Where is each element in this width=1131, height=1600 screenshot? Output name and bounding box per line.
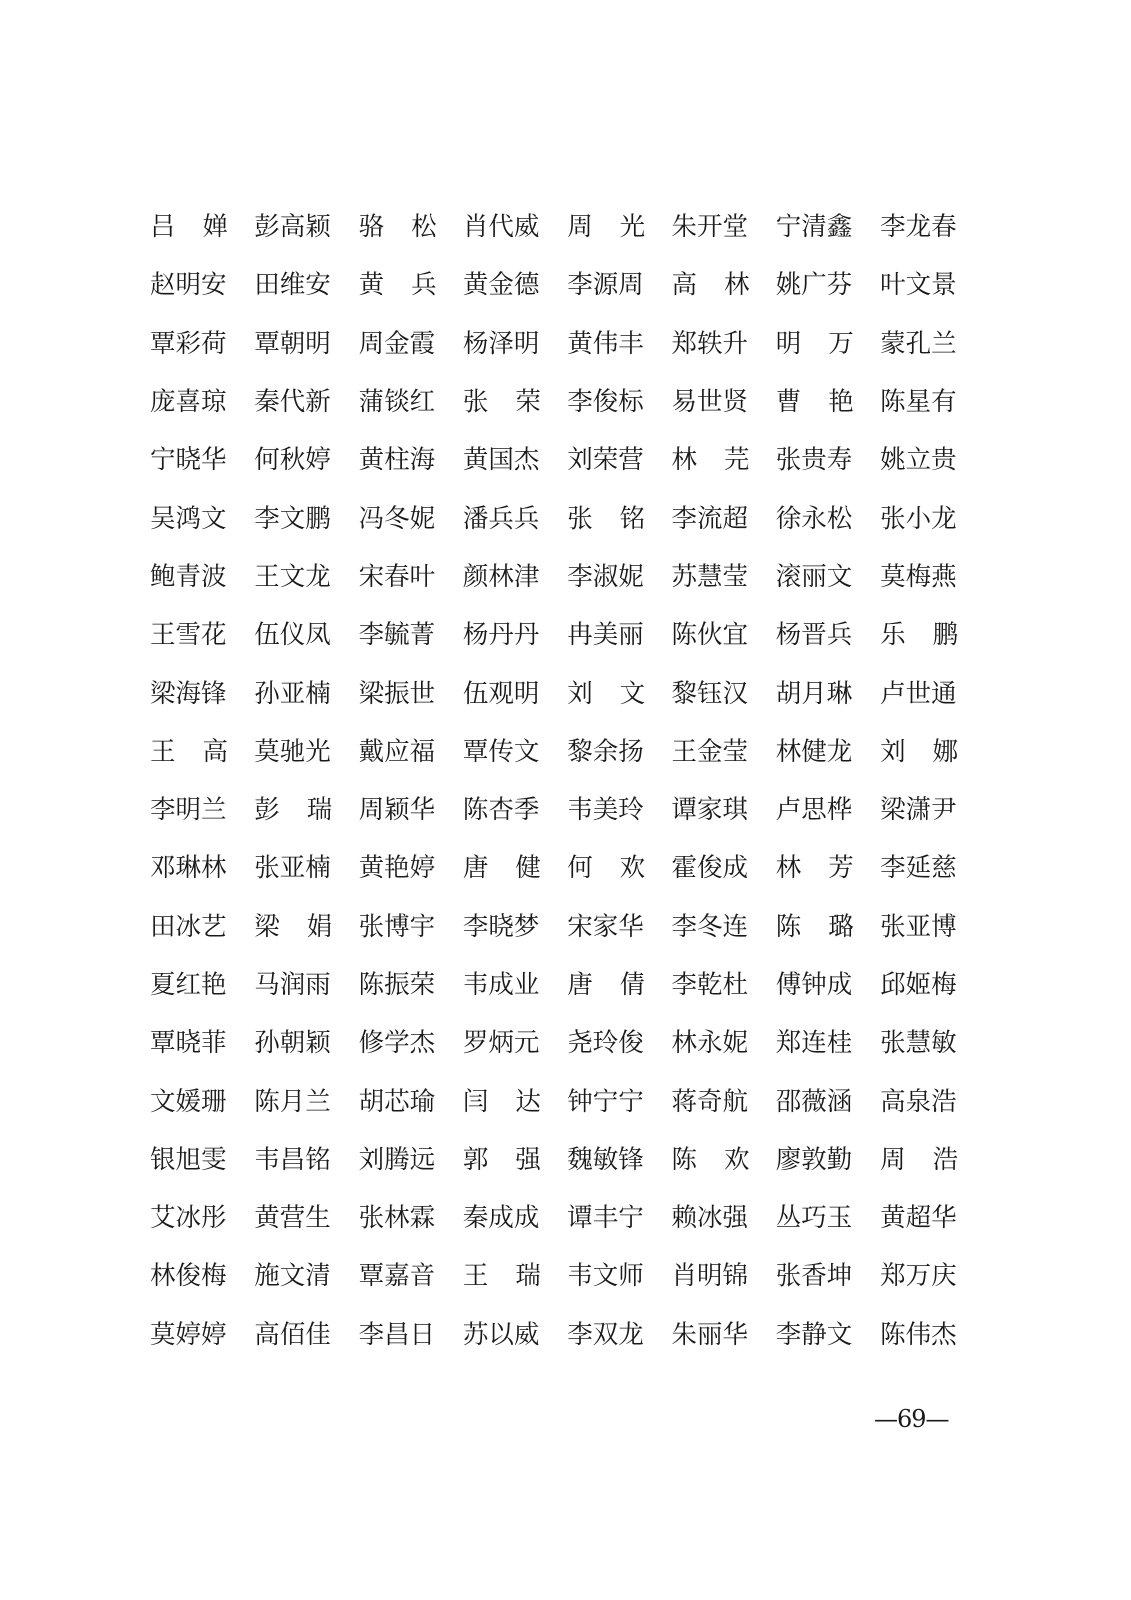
name-entry: 李龙春	[880, 212, 957, 243]
name-entry: 张慧敏	[880, 1028, 957, 1059]
name-entry: 蒋奇航	[671, 1086, 748, 1117]
name-entry: 明 万	[775, 328, 854, 359]
name-entry: 庞喜琼	[150, 387, 227, 418]
name-entry: 邱姬梅	[880, 970, 957, 1000]
name-entry: 黎钰汉	[671, 678, 748, 709]
name-entry: 修学杰	[358, 1028, 436, 1059]
name-row	[150, 1014, 960, 1072]
name-entry: 徐永松	[775, 503, 853, 534]
name-entry: 梁海锋	[150, 678, 227, 709]
name-entry: 张小龙	[880, 503, 957, 534]
name-entry: 肖代威	[462, 212, 540, 243]
name-entry: 李毓菁	[358, 620, 436, 651]
name-entry: 吴鸿文	[150, 503, 227, 534]
name-entry: 莫梅燕	[880, 561, 957, 592]
name-entry: 韦成业	[462, 970, 540, 1000]
name-entry: 张亚楠	[254, 853, 331, 884]
name-entry: 颜林津	[462, 561, 540, 592]
name-entry: 谭家琪	[671, 795, 748, 826]
name-entry: 郑连桂	[775, 1028, 853, 1059]
name-entry: 戴应福	[358, 736, 436, 767]
name-entry: 黄国杰	[462, 445, 540, 476]
name-entry: 张 荣	[462, 387, 541, 418]
name-row	[150, 956, 960, 1014]
name-row	[150, 431, 960, 489]
name-row	[150, 723, 960, 781]
name-entry: 张香坤	[775, 1261, 853, 1292]
name-entry: 郭 强	[462, 1144, 541, 1175]
name-entry: 陈月兰	[254, 1086, 331, 1117]
name-entry: 郑轶升	[671, 328, 748, 359]
name-entry: 苏慧莹	[671, 561, 748, 592]
name-entry: 王文龙	[254, 561, 331, 592]
name-entry: 潘兵兵	[462, 503, 540, 534]
name-entry: 唐 倩	[567, 970, 646, 1000]
name-row	[150, 664, 960, 722]
name-entry: 叶文景	[880, 270, 957, 301]
name-entry: 施文清	[254, 1261, 331, 1292]
name-row	[150, 548, 960, 606]
name-entry: 张贵寿	[775, 445, 853, 476]
name-entry: 李双龙	[567, 1319, 644, 1350]
name-entry: 秦代新	[254, 387, 331, 418]
name-entry: 马润雨	[254, 970, 331, 1000]
name-entry: 梁 娟	[254, 911, 333, 942]
name-entry: 林 芳	[775, 853, 854, 884]
name-entry: 冉美丽	[567, 620, 644, 651]
name-entry: 伍仪凤	[254, 620, 331, 651]
name-entry: 李冬连	[671, 911, 748, 942]
name-entry: 张亚博	[880, 911, 957, 942]
name-entry: 黄营生	[254, 1203, 331, 1234]
name-entry: 高佰佳	[254, 1319, 331, 1350]
name-entry: 陈 欢	[671, 1144, 750, 1175]
name-entry: 秦成成	[462, 1203, 540, 1234]
name-row	[150, 1306, 960, 1364]
name-entry: 陈伙宜	[671, 620, 748, 651]
name-entry: 田冰艺	[150, 911, 227, 942]
name-entry: 李俊标	[567, 387, 644, 418]
name-entry: 傅钟成	[775, 970, 853, 1000]
name-entry: 王 瑞	[462, 1261, 541, 1292]
name-entry: 乐 鹏	[880, 620, 959, 651]
name-entry: 伍观明	[462, 678, 540, 709]
name-entry: 胡芯瑜	[358, 1086, 436, 1117]
name-entry: 周 光	[567, 212, 646, 243]
name-entry: 莫驰光	[254, 736, 331, 767]
name-row	[150, 1131, 960, 1189]
name-entry: 魏敏锋	[567, 1144, 644, 1175]
name-entry: 邓琳林	[150, 853, 227, 884]
name-entry: 郑万庆	[880, 1261, 957, 1292]
page-number: —69—	[874, 1405, 949, 1433]
name-entry: 孙朝颖	[254, 1028, 331, 1059]
name-row	[150, 256, 960, 314]
name-entry: 张博宇	[358, 911, 436, 942]
name-entry: 王 高	[150, 736, 228, 767]
name-entry: 黄柱海	[358, 445, 436, 476]
name-entry: 周颖华	[358, 795, 436, 826]
name-entry: 鲍青波	[150, 561, 227, 592]
name-entry: 覃彩荷	[150, 328, 227, 359]
name-entry: 杨泽明	[462, 328, 540, 359]
name-entry: 黎余扬	[567, 736, 644, 767]
name-entry: 闫 达	[462, 1086, 541, 1117]
name-entry: 李明兰	[150, 795, 227, 826]
name-entry: 陈星有	[880, 387, 957, 418]
name-list	[150, 198, 960, 1364]
name-entry: 韦文师	[567, 1261, 644, 1292]
name-row	[150, 489, 960, 547]
name-row	[150, 1247, 960, 1305]
name-entry: 张 铭	[567, 503, 646, 534]
name-entry: 周金霞	[358, 328, 436, 359]
name-entry: 黄 兵	[358, 270, 437, 301]
name-entry: 王金莹	[671, 736, 748, 767]
name-entry: 覃晓菲	[150, 1028, 227, 1059]
name-row	[150, 839, 960, 897]
name-entry: 胡月琳	[775, 678, 853, 709]
name-entry: 刘 娜	[880, 736, 959, 767]
name-entry: 罗炳元	[462, 1028, 540, 1059]
name-entry: 覃朝明	[254, 328, 331, 359]
name-entry: 夏红艳	[150, 970, 227, 1000]
name-entry: 朱丽华	[671, 1319, 748, 1350]
name-entry: 林永妮	[671, 1028, 748, 1059]
name-row	[150, 898, 960, 956]
name-row	[150, 1189, 960, 1247]
name-entry: 文媛珊	[150, 1086, 227, 1117]
name-entry: 李昌日	[358, 1319, 436, 1350]
name-entry: 姚立贵	[880, 445, 957, 476]
name-entry: 李淑妮	[567, 561, 644, 592]
name-entry: 黄金德	[462, 270, 540, 301]
name-entry: 蒲锬红	[358, 387, 436, 418]
name-row	[150, 373, 960, 431]
name-entry: 苏以威	[462, 1319, 540, 1350]
name-entry: 李流超	[671, 503, 748, 534]
name-entry: 刘腾远	[358, 1144, 436, 1175]
name-entry: 卢思桦	[775, 795, 853, 826]
name-entry: 蒙孔兰	[880, 328, 957, 359]
name-row	[150, 606, 960, 664]
name-entry: 卢世通	[880, 678, 957, 709]
name-entry: 吕 婵	[150, 212, 228, 243]
name-entry: 刘 文	[567, 678, 646, 709]
name-entry: 宁清鑫	[775, 212, 853, 243]
name-entry: 廖敦勤	[775, 1144, 853, 1175]
name-entry: 黄伟丰	[567, 328, 644, 359]
name-entry: 林 芫	[671, 445, 750, 476]
name-entry: 黄艳婷	[358, 853, 436, 884]
name-entry: 王雪花	[150, 620, 227, 651]
name-entry: 尧玲俊	[567, 1028, 644, 1059]
name-entry: 孙亚楠	[254, 678, 331, 709]
name-entry: 谭丰宁	[567, 1203, 644, 1234]
name-entry: 林健龙	[775, 736, 853, 767]
name-entry: 宋家华	[567, 911, 644, 942]
name-entry: 杨丹丹	[462, 620, 540, 651]
name-entry: 韦美玲	[567, 795, 644, 826]
name-entry: 覃传文	[462, 736, 540, 767]
name-entry: 唐 健	[462, 853, 541, 884]
name-entry: 彭 瑞	[254, 795, 333, 826]
name-entry: 彭高颖	[254, 212, 331, 243]
name-entry: 陈杏季	[462, 795, 540, 826]
name-entry: 高泉浩	[880, 1086, 957, 1117]
name-entry: 李乾杜	[671, 970, 748, 1000]
name-entry: 钟宁宁	[567, 1086, 644, 1117]
name-entry: 何秋婷	[254, 445, 331, 476]
name-entry: 林俊梅	[150, 1261, 227, 1292]
name-entry: 田维安	[254, 270, 331, 301]
name-entry: 丛巧玉	[775, 1203, 853, 1234]
name-entry: 滚丽文	[775, 561, 853, 592]
name-entry: 黄超华	[880, 1203, 957, 1234]
name-entry: 何 欢	[567, 853, 646, 884]
name-row	[150, 1072, 960, 1130]
name-entry: 梁潇尹	[880, 795, 957, 826]
name-entry: 肖明锦	[671, 1261, 748, 1292]
name-row	[150, 315, 960, 373]
name-entry: 梁振世	[358, 678, 436, 709]
name-entry: 易世贤	[671, 387, 748, 418]
name-entry: 宋春叶	[358, 561, 436, 592]
name-entry: 邵薇涵	[775, 1086, 853, 1117]
name-entry: 李晓梦	[462, 911, 540, 942]
name-entry: 杨晋兵	[775, 620, 853, 651]
name-entry: 李延慈	[880, 853, 957, 884]
name-entry: 高 林	[671, 270, 750, 301]
name-entry: 周 浩	[880, 1144, 959, 1175]
name-entry: 宁晓华	[150, 445, 227, 476]
name-entry: 覃嘉音	[358, 1261, 436, 1292]
name-entry: 赖冰强	[671, 1203, 748, 1234]
name-entry: 陈 璐	[775, 911, 854, 942]
name-entry: 李源周	[567, 270, 644, 301]
name-entry: 曹 艳	[775, 387, 854, 418]
name-entry: 骆 松	[358, 212, 437, 243]
name-entry: 霍俊成	[671, 853, 748, 884]
name-entry: 李文鹏	[254, 503, 331, 534]
name-entry: 姚广芬	[775, 270, 853, 301]
name-entry: 艾冰彤	[150, 1203, 227, 1234]
name-entry: 李静文	[775, 1319, 853, 1350]
name-row	[150, 781, 960, 839]
name-entry: 张林霖	[358, 1203, 436, 1234]
name-entry: 陈伟杰	[880, 1319, 957, 1350]
name-entry: 冯冬妮	[358, 503, 436, 534]
name-entry: 朱开堂	[671, 212, 748, 243]
name-entry: 陈振荣	[358, 970, 436, 1000]
name-entry: 莫婷婷	[150, 1319, 227, 1350]
name-entry: 韦昌铭	[254, 1144, 331, 1175]
name-row	[150, 198, 960, 256]
name-entry: 银旭雯	[150, 1144, 227, 1175]
name-entry: 赵明安	[150, 270, 227, 301]
name-entry: 刘荣营	[567, 445, 644, 476]
